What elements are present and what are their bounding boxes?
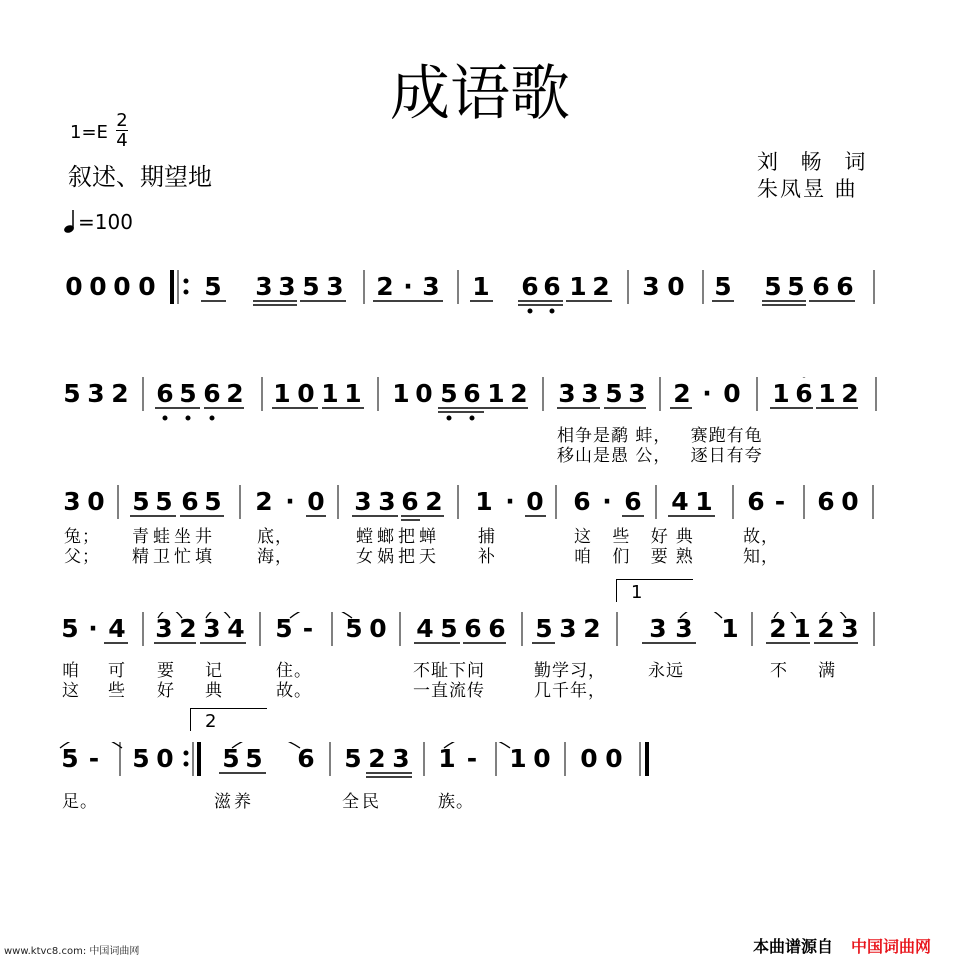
lyric: 勤学习， [534, 661, 606, 681]
note: 1 [721, 614, 739, 643]
watermark-left: www.ktvc8.com: 中国词曲网 [4, 946, 140, 957]
note: 2 [179, 614, 197, 643]
page-title: 成语歌 [390, 59, 570, 129]
note: 2 [510, 379, 528, 408]
note: 2 [255, 487, 273, 516]
note: 6 [543, 272, 561, 301]
score-row-1 [0, 270, 960, 330]
note: 2 [673, 379, 691, 408]
note: 1 [438, 744, 456, 773]
note: 1 [472, 272, 490, 301]
note: 3 [354, 487, 372, 516]
note: 5 [179, 379, 197, 408]
lyric: 足。 [62, 792, 98, 812]
note: 3 [255, 272, 273, 301]
note: 5 [302, 272, 320, 301]
note: 6 [181, 487, 199, 516]
lyric: 精卫忙填 [132, 547, 216, 567]
note: 1 [475, 487, 493, 516]
note: 2 [226, 379, 244, 408]
lyrics-verse-1: 相争是鹬 蚌， 赛跑有龟 [557, 426, 763, 446]
note: 5 [535, 614, 553, 643]
note: 2 [841, 379, 859, 408]
note: 0 [605, 744, 623, 773]
note: 5 [275, 614, 293, 643]
note: 6 [464, 614, 482, 643]
note: 1 [793, 614, 811, 643]
lyrics-verse-2: 移山是愚 公， 逐日有夸 [557, 446, 763, 466]
lyric: 兔； [64, 527, 100, 547]
note: 2 [376, 272, 394, 301]
note: 0 [580, 744, 598, 773]
note: 5 [440, 379, 458, 408]
dot: · [285, 487, 295, 516]
note: 5 [132, 744, 150, 773]
note: 5 [63, 379, 81, 408]
lyric: 族。 [438, 792, 474, 812]
dot: · [88, 614, 98, 643]
note: 3 [581, 379, 599, 408]
note: 6 [747, 487, 765, 516]
note: 1 [344, 379, 362, 408]
lyric: 父； [64, 547, 100, 567]
note: 5 [204, 272, 222, 301]
lyric: 这 [62, 681, 80, 701]
note: 0 [415, 379, 433, 408]
lyric: 些 [108, 681, 126, 701]
dot: · [505, 487, 515, 516]
note: 6 [156, 379, 174, 408]
note: 1 [487, 379, 505, 408]
note: 1 [509, 744, 527, 773]
note: 3 [558, 379, 576, 408]
dot: · [403, 272, 413, 301]
lyric: 底， [257, 527, 293, 547]
note: 0 [526, 487, 544, 516]
lyric: 一直流传 [413, 681, 485, 701]
dot: · [602, 487, 612, 516]
note: 4 [671, 487, 689, 516]
dash: - [774, 487, 786, 516]
tempo-marking [62, 208, 133, 234]
second-ending-number: 2 [205, 711, 217, 732]
time-signature [116, 112, 128, 149]
note: 3 [559, 614, 577, 643]
note: 3 [87, 379, 105, 408]
note: 5 [132, 487, 150, 516]
note: 6 [795, 379, 813, 408]
note: 0 [65, 272, 83, 301]
note: 5 [714, 272, 732, 301]
lyric: 可 [108, 661, 126, 681]
note: 3 [155, 614, 173, 643]
note: 2 [592, 272, 610, 301]
note: 6 [624, 487, 642, 516]
note: 2 [583, 614, 601, 643]
note: 5 [61, 614, 79, 643]
lyricist-credit: 刘 畅 词 [757, 150, 874, 174]
dash: - [302, 614, 314, 643]
note: 3 [675, 614, 693, 643]
lyric: 永远 [648, 661, 684, 681]
note: 0 [113, 272, 131, 301]
note: 3 [392, 744, 410, 773]
watermark-site-name: 中国词曲网 [851, 937, 932, 956]
note: 6 [463, 379, 481, 408]
time-signature-top: 2 [116, 110, 128, 131]
note: 3 [326, 272, 344, 301]
lyric: 青蛙坐井 [132, 527, 216, 547]
note: 0 [89, 272, 107, 301]
lyric: 女娲把天 [356, 547, 440, 567]
lyric: 捕 [478, 527, 496, 547]
note: 0 [138, 272, 156, 301]
note: 1 [273, 379, 291, 408]
note: 5 [345, 614, 363, 643]
composer-credit: 朱凤昱 曲 [757, 177, 858, 201]
note: 6 [812, 272, 830, 301]
note: 2 [425, 487, 443, 516]
time-signature-bottom: 4 [116, 130, 128, 151]
lyric: 好 [157, 681, 175, 701]
note: 5 [204, 487, 222, 516]
dash: - [88, 744, 100, 773]
note: 3 [628, 379, 646, 408]
score-row-5 [0, 742, 960, 802]
lyric: 全民 [342, 792, 382, 812]
note: 0 [156, 744, 174, 773]
note: 2 [368, 744, 386, 773]
note: 0 [307, 487, 325, 516]
note: 6 [401, 487, 419, 516]
note: 5 [155, 487, 173, 516]
note: 3 [642, 272, 660, 301]
note: 5 [245, 744, 263, 773]
note: 5 [222, 744, 240, 773]
watermark-source-text: 本曲谱源自 [753, 937, 834, 956]
lyric: 住。 [276, 661, 312, 681]
note: 3 [378, 487, 396, 516]
note: 5 [787, 272, 805, 301]
tempo-value: =100 [78, 210, 133, 234]
note: 5 [764, 272, 782, 301]
note: 3 [841, 614, 859, 643]
note: 6 [573, 487, 591, 516]
lyric: 咱 们 要熟 [574, 547, 701, 567]
note: 1 [321, 379, 339, 408]
note: 2 [111, 379, 129, 408]
lyric: 满 [818, 661, 836, 681]
lyric: 不耻下问 [413, 661, 485, 681]
dash: - [466, 744, 478, 773]
note: 2 [817, 614, 835, 643]
note: 4 [108, 614, 126, 643]
note: 3 [203, 614, 221, 643]
note: 0 [667, 272, 685, 301]
note: 0 [533, 744, 551, 773]
lyric: 要 [157, 661, 175, 681]
lyric: 知， [743, 547, 779, 567]
note: 1 [392, 379, 410, 408]
lyric: 记 [205, 661, 223, 681]
note: 1 [569, 272, 587, 301]
lyric: 典 [205, 681, 223, 701]
note: 6 [521, 272, 539, 301]
note: 0 [369, 614, 387, 643]
dot: · [702, 379, 712, 408]
note: 6 [836, 272, 854, 301]
note: 4 [227, 614, 245, 643]
note: 4 [416, 614, 434, 643]
watermark-right [753, 934, 931, 957]
note: 0 [723, 379, 741, 408]
note: 1 [772, 379, 790, 408]
note: 0 [841, 487, 859, 516]
lyric: 几千年， [534, 681, 606, 701]
lyric: 补 [478, 547, 496, 567]
lyric: 海， [257, 547, 293, 567]
note: 1 [818, 379, 836, 408]
note: 0 [297, 379, 315, 408]
lyric: 故， [743, 527, 779, 547]
quarter-note-icon [62, 208, 76, 234]
note: 1 [695, 487, 713, 516]
lyric: 故。 [276, 681, 312, 701]
note: 3 [278, 272, 296, 301]
score-row-2 [0, 377, 960, 437]
key-signature: 1=E [70, 122, 108, 143]
lyric: 螳螂把蝉 [356, 527, 440, 547]
lyric: 咱 [62, 661, 80, 681]
second-ending-bracket [190, 708, 267, 731]
note: 6 [488, 614, 506, 643]
note: 3 [649, 614, 667, 643]
note: 3 [422, 272, 440, 301]
note: 6 [203, 379, 221, 408]
note: 0 [87, 487, 105, 516]
note: 5 [344, 744, 362, 773]
note: 3 [63, 487, 81, 516]
first-ending-bracket [616, 579, 693, 602]
lyric: 这 些 好典 [574, 527, 701, 547]
note: 2 [769, 614, 787, 643]
expression-marking: 叙述、期望地 [68, 163, 212, 191]
note: 5 [440, 614, 458, 643]
lyric: 不 [770, 661, 788, 681]
note: 5 [61, 744, 79, 773]
first-ending-number: 1 [631, 582, 643, 603]
note: 6 [817, 487, 835, 516]
note: 6 [297, 744, 315, 773]
lyric: 滋养 [214, 792, 254, 812]
note: 5 [605, 379, 623, 408]
